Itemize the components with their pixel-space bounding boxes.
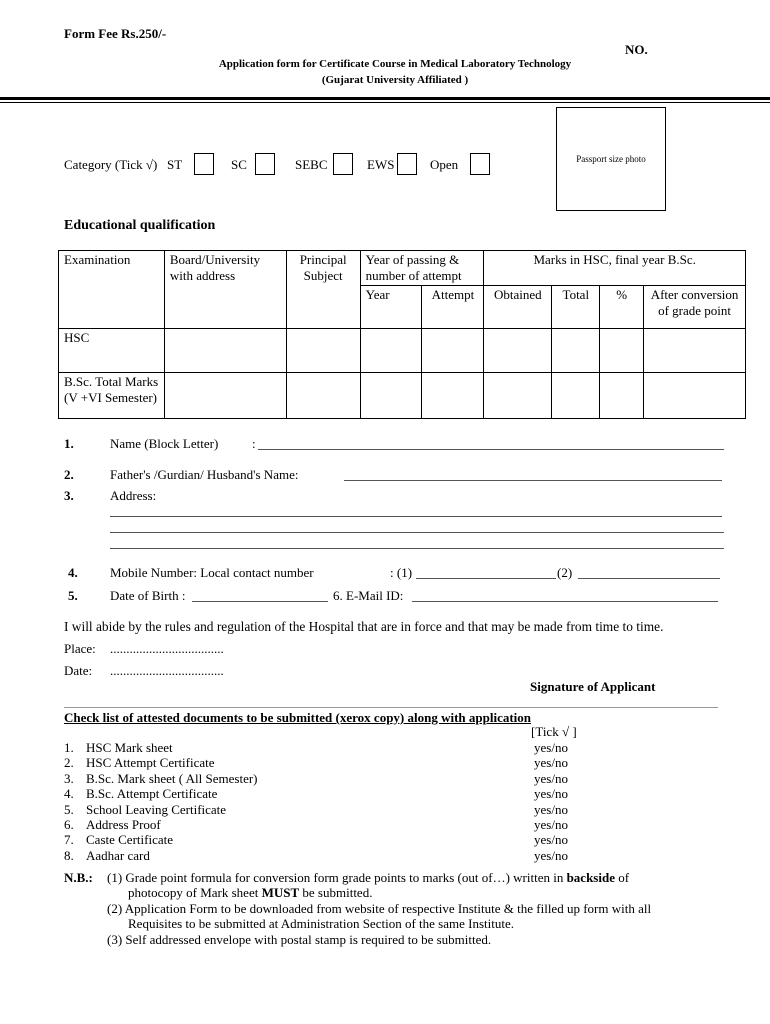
- header-board: Board/University with address: [164, 251, 286, 329]
- father-name-label: Father's /Gurdian/ Husband's Name:: [110, 467, 299, 482]
- list-item: Caste Certificate: [86, 832, 173, 847]
- mobile-1-label: : (1): [390, 565, 413, 580]
- field-2-number: 2.: [64, 467, 74, 482]
- list-item: B.Sc. Attempt Certificate: [86, 786, 218, 801]
- mobile-2-label: (2): [557, 565, 573, 580]
- table-row: [59, 329, 746, 373]
- category-sebc-label: SEBC: [295, 157, 328, 172]
- table-cell[interactable]: [422, 329, 484, 373]
- list-item: HSC Attempt Certificate: [86, 755, 215, 770]
- yes-no-option[interactable]: yes/no: [534, 802, 568, 817]
- dob-field[interactable]: [192, 601, 328, 602]
- header-subject: Principal Subject: [286, 251, 360, 329]
- header-after-conversion: After conversion of grade point: [644, 286, 746, 329]
- list-item-number: 8.: [64, 848, 74, 863]
- field-1-number: 1.: [64, 436, 74, 451]
- yes-no-option[interactable]: yes/no: [534, 755, 568, 770]
- note-2-line-2: Requisites to be submitted at Administration Section of the same Institute.: [128, 916, 514, 931]
- category-open-label: Open: [430, 157, 459, 172]
- table-cell[interactable]: [360, 329, 422, 373]
- name-field[interactable]: [258, 449, 724, 450]
- signature-label: Signature of Applicant: [530, 679, 656, 694]
- note-3: (3) Self addressed envelope with postal stamp is required to be submitted.: [107, 932, 492, 947]
- education-heading: Educational qualification: [64, 218, 216, 233]
- table-cell[interactable]: [600, 373, 644, 419]
- table-cell[interactable]: [644, 373, 746, 419]
- header-divider-thick: [0, 97, 770, 100]
- note-1-text-3: be submitted.: [299, 885, 373, 900]
- table-cell[interactable]: [484, 329, 552, 373]
- list-item-number: 6.: [64, 817, 74, 832]
- row-label-hsc: HSC: [59, 329, 165, 373]
- mobile-1-field[interactable]: [416, 578, 556, 579]
- field-5-number: 5.: [68, 588, 78, 603]
- table-cell[interactable]: [164, 373, 286, 419]
- header-total: Total: [552, 286, 600, 329]
- yes-no-option[interactable]: yes/no: [534, 771, 568, 786]
- section-divider: [64, 707, 718, 708]
- table-cell[interactable]: [644, 329, 746, 373]
- form-title: Application form for Certificate Course in Medical Laboratory Technology: [218, 58, 572, 70]
- yes-no-option[interactable]: yes/no: [534, 740, 568, 755]
- dob-label: Date of Birth :: [110, 588, 186, 603]
- table-cell[interactable]: [286, 329, 360, 373]
- form-fee: Form Fee Rs.250/-: [64, 26, 167, 41]
- place-label: Place:: [64, 641, 96, 656]
- field-4-number: 4.: [68, 565, 78, 580]
- list-item: School Leaving Certificate: [86, 802, 227, 817]
- table-cell[interactable]: [552, 329, 600, 373]
- list-item-number: 4.: [64, 786, 74, 801]
- note-1-text-end: of: [614, 870, 630, 885]
- note-2-line-1: (2) Application Form to be downloaded from website of respective Institute & the filled up form with all: [107, 901, 652, 916]
- address-label: Address:: [110, 488, 157, 503]
- name-label: Name (Block Letter): [110, 436, 219, 451]
- yes-no-option[interactable]: yes/no: [534, 786, 568, 801]
- yes-no-option[interactable]: yes/no: [534, 832, 568, 847]
- list-item-number: 2.: [64, 755, 74, 770]
- table-cell[interactable]: [422, 373, 484, 419]
- table-row: [59, 373, 746, 419]
- category-st-label: ST: [167, 157, 183, 172]
- form-subtitle: (Gujarat University Affiliated ): [321, 74, 469, 86]
- note-1-must: MUST: [261, 885, 300, 900]
- header-attempt: Attempt: [422, 286, 484, 329]
- header-obtained: Obtained: [484, 286, 552, 329]
- email-label: 6. E-Mail ID:: [333, 588, 404, 603]
- category-sebc-checkbox[interactable]: [333, 153, 353, 175]
- category-ews-label: EWS: [367, 157, 395, 172]
- mobile-2-field[interactable]: [578, 578, 720, 579]
- list-item: Aadhar card: [86, 848, 150, 863]
- field-3-number: 3.: [64, 488, 74, 503]
- education-table: [58, 250, 746, 419]
- date-label: Date:: [64, 663, 93, 678]
- header-year-passing: Year of passing & number of attempt: [360, 251, 484, 286]
- tick-label: [Tick √ ]: [531, 724, 577, 739]
- list-item: HSC Mark sheet: [86, 740, 173, 755]
- category-sc-label: SC: [231, 157, 247, 172]
- list-item: B.Sc. Mark sheet ( All Semester): [86, 771, 258, 786]
- list-item-number: 3.: [64, 771, 74, 786]
- header-percent: %: [600, 286, 644, 329]
- list-item: Address Proof: [86, 817, 161, 832]
- address-field-line-2[interactable]: [110, 532, 724, 533]
- note-1-emphasis: backside: [566, 870, 615, 885]
- category-label: Category (Tick √): [64, 157, 158, 172]
- header-marks: Marks in HSC, final year B.Sc.: [484, 251, 746, 286]
- table-cell[interactable]: [360, 373, 422, 419]
- row-label-bsc: B.Sc. Total Marks (V +VI Semester): [59, 373, 165, 419]
- table-cell[interactable]: [552, 373, 600, 419]
- table-cell[interactable]: [164, 329, 286, 373]
- date-field[interactable]: ...................................: [110, 663, 224, 678]
- address-field-line-3[interactable]: [110, 548, 724, 549]
- header-year: Year: [360, 286, 422, 329]
- email-field[interactable]: [412, 601, 718, 602]
- passport-photo-box[interactable]: [556, 107, 666, 211]
- note-1-text: (1) Grade point formula for conversion form grade points to marks (out of…) written in: [107, 870, 567, 885]
- list-item-number: 7.: [64, 832, 74, 847]
- note-1-line-1: [107, 870, 629, 886]
- notes-label: N.B.:: [64, 870, 93, 885]
- category-sc-checkbox[interactable]: [255, 153, 275, 175]
- name-colon: :: [252, 436, 256, 451]
- yes-no-option[interactable]: yes/no: [534, 817, 568, 832]
- header-examination: Examination: [59, 251, 165, 329]
- category-ews-checkbox[interactable]: [397, 153, 417, 175]
- place-field[interactable]: ...................................: [110, 641, 224, 656]
- mobile-label: Mobile Number: Local contact number: [110, 565, 314, 580]
- list-item-number: 5.: [64, 802, 74, 817]
- note-1-text-2: photocopy of Mark sheet: [128, 885, 262, 900]
- passport-photo-label: Passport size photo: [576, 154, 646, 164]
- checklist-heading: Check list of attested documents to be submitted (xerox copy) along with application: [64, 710, 532, 725]
- table-cell[interactable]: [484, 373, 552, 419]
- header-divider-thin: [0, 102, 770, 103]
- declaration-text: I will abide by the rules and regulation of the Hospital that are in force and that may be made from time to time.: [64, 619, 664, 634]
- form-number-label: NO.: [625, 42, 648, 57]
- table-cell[interactable]: [286, 373, 360, 419]
- note-1-line-2: [128, 885, 372, 901]
- table-cell[interactable]: [600, 329, 644, 373]
- category-st-checkbox[interactable]: [194, 153, 214, 175]
- yes-no-option[interactable]: yes/no: [534, 848, 568, 863]
- category-open-checkbox[interactable]: [470, 153, 490, 175]
- father-name-field[interactable]: [344, 480, 722, 481]
- list-item-number: 1.: [64, 740, 74, 755]
- address-field-line-1[interactable]: [110, 516, 722, 517]
